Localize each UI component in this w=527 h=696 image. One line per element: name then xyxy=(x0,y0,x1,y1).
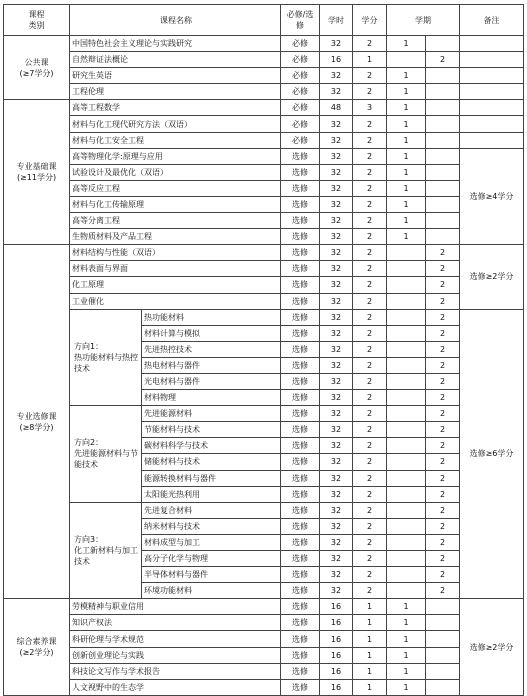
course-semester-2: 2 xyxy=(426,357,460,373)
table-row xyxy=(4,406,524,422)
course-type: 选修 xyxy=(281,148,320,164)
course-semester-1 xyxy=(387,406,426,422)
course-semester-1 xyxy=(387,422,426,438)
course-name: 先进复合材料 xyxy=(142,502,281,518)
course-type: 选修 xyxy=(281,422,320,438)
notes-cell: 选修≥2学分 xyxy=(460,599,524,696)
header-credits: 学分 xyxy=(353,5,387,36)
course-semester-1 xyxy=(387,470,426,486)
notes-cell xyxy=(460,132,524,148)
table-row xyxy=(4,245,524,261)
course-semester-2: 2 xyxy=(426,470,460,486)
course-hours: 32 xyxy=(320,213,353,229)
course-type: 选修 xyxy=(281,373,320,389)
course-credits: 2 xyxy=(353,341,387,357)
course-credits: 2 xyxy=(353,325,387,341)
header-category: 课程 类别 xyxy=(4,5,70,36)
course-type: 必修 xyxy=(281,84,320,100)
header-semester: 学期 xyxy=(387,5,460,36)
table-row xyxy=(4,164,524,180)
course-credits: 2 xyxy=(353,438,387,454)
notes-cell xyxy=(460,116,524,132)
course-name: 试验设计及最优化（双语） xyxy=(70,164,281,180)
course-hours: 32 xyxy=(320,438,353,454)
course-semester-2: 2 xyxy=(426,486,460,502)
course-semester-2 xyxy=(426,196,460,212)
notes-cell: 选修≥2学分 xyxy=(460,245,524,309)
course-name: 材料成型与加工 xyxy=(142,534,281,550)
course-semester-1: 1 xyxy=(387,180,426,196)
course-table-body xyxy=(4,5,524,696)
course-semester-2: 2 xyxy=(426,390,460,406)
course-credits: 2 xyxy=(353,470,387,486)
course-name: 储能材料与技术 xyxy=(142,454,281,470)
course-semester-1 xyxy=(387,438,426,454)
course-type: 必修 xyxy=(281,36,320,52)
course-name: 工业催化 xyxy=(70,293,281,309)
course-credits: 2 xyxy=(353,551,387,567)
table-row xyxy=(4,148,524,164)
table-row xyxy=(4,36,524,52)
course-semester-2: 2 xyxy=(426,325,460,341)
course-semester-1: 1 xyxy=(387,68,426,84)
course-semester-1 xyxy=(387,245,426,261)
course-hours: 32 xyxy=(320,583,353,599)
course-semester-1 xyxy=(387,357,426,373)
course-semester-2: 2 xyxy=(426,373,460,389)
course-name: 纳米材料与技术 xyxy=(142,518,281,534)
course-semester-1 xyxy=(387,277,426,293)
table-row xyxy=(4,663,524,679)
direction-label: 方向1： 热功能材料与热控技术 xyxy=(70,309,142,406)
course-hours: 32 xyxy=(320,164,353,180)
course-hours: 16 xyxy=(320,647,353,663)
table-row xyxy=(4,229,524,245)
course-name: 高等反应工程 xyxy=(70,180,281,196)
course-semester-2 xyxy=(426,180,460,196)
course-hours: 32 xyxy=(320,132,353,148)
course-credits: 3 xyxy=(353,100,387,116)
course-name: 材料结构与性能（双语） xyxy=(70,245,281,261)
course-type: 选修 xyxy=(281,390,320,406)
course-type: 选修 xyxy=(281,486,320,502)
course-type: 必修 xyxy=(281,132,320,148)
course-semester-1 xyxy=(387,486,426,502)
course-credits: 1 xyxy=(353,52,387,68)
course-semester-2 xyxy=(426,68,460,84)
course-hours: 32 xyxy=(320,309,353,325)
category-cell: 专业选修课 (≥8学分) xyxy=(4,245,70,599)
course-credits: 2 xyxy=(353,261,387,277)
course-name: 科技论文写作与学术报告 xyxy=(70,663,281,679)
course-type: 选修 xyxy=(281,631,320,647)
course-name: 碳材料科学与技术 xyxy=(142,438,281,454)
course-type: 选修 xyxy=(281,229,320,245)
course-credits: 2 xyxy=(353,245,387,261)
course-semester-2: 2 xyxy=(426,551,460,567)
course-semester-2: 2 xyxy=(426,245,460,261)
course-name: 材料计算与模拟 xyxy=(142,325,281,341)
course-semester-2 xyxy=(426,84,460,100)
table-row xyxy=(4,631,524,647)
category-cell: 公共课 (≥7学分) xyxy=(4,36,70,100)
course-type: 选修 xyxy=(281,534,320,550)
course-type: 选修 xyxy=(281,647,320,663)
course-hours: 32 xyxy=(320,357,353,373)
header-notes: 备注 xyxy=(460,5,524,36)
course-semester-1 xyxy=(387,567,426,583)
course-type: 选修 xyxy=(281,325,320,341)
course-credits: 2 xyxy=(353,357,387,373)
table-row xyxy=(4,116,524,132)
course-semester-1 xyxy=(387,534,426,550)
course-semester-1: 1 xyxy=(387,615,426,631)
course-hours: 16 xyxy=(320,52,353,68)
course-semester-1 xyxy=(387,390,426,406)
table-row xyxy=(4,647,524,663)
course-hours: 48 xyxy=(320,100,353,116)
course-hours: 32 xyxy=(320,406,353,422)
course-semester-2 xyxy=(426,164,460,180)
notes-cell xyxy=(460,52,524,68)
course-semester-1 xyxy=(387,518,426,534)
course-credits: 2 xyxy=(353,164,387,180)
course-name: 节能材料与技术 xyxy=(142,422,281,438)
course-hours: 32 xyxy=(320,567,353,583)
course-name: 知识产权法 xyxy=(70,615,281,631)
course-credits: 2 xyxy=(353,502,387,518)
course-name: 科研伦理与学术规范 xyxy=(70,631,281,647)
course-type: 必修 xyxy=(281,52,320,68)
course-type: 选修 xyxy=(281,406,320,422)
course-semester-1 xyxy=(387,454,426,470)
course-type: 选修 xyxy=(281,438,320,454)
course-credits: 2 xyxy=(353,148,387,164)
course-name: 高分子化学与物理 xyxy=(142,551,281,567)
course-name: 高等工程数学 xyxy=(70,100,281,116)
course-credits: 2 xyxy=(353,213,387,229)
course-semester-2: 2 xyxy=(426,502,460,518)
course-type: 选修 xyxy=(281,293,320,309)
course-name: 工程伦理 xyxy=(70,84,281,100)
course-type: 必修 xyxy=(281,116,320,132)
course-hours: 32 xyxy=(320,36,353,52)
course-credits: 1 xyxy=(353,631,387,647)
course-type: 选修 xyxy=(281,180,320,196)
course-type: 选修 xyxy=(281,357,320,373)
course-credits: 2 xyxy=(353,196,387,212)
course-name: 太阳能光热利用 xyxy=(142,486,281,502)
course-hours: 16 xyxy=(320,631,353,647)
category-cell: 综合素养课 (≥2学分) xyxy=(4,599,70,696)
course-hours: 16 xyxy=(320,663,353,679)
course-type: 选修 xyxy=(281,245,320,261)
course-semester-1: 1 xyxy=(387,132,426,148)
course-semester-1: 1 xyxy=(387,36,426,52)
course-semester-1: 1 xyxy=(387,663,426,679)
course-hours: 16 xyxy=(320,599,353,615)
course-semester-2 xyxy=(426,132,460,148)
course-semester-2: 2 xyxy=(426,583,460,599)
course-hours: 32 xyxy=(320,325,353,341)
course-semester-1 xyxy=(387,341,426,357)
course-semester-2 xyxy=(426,631,460,647)
course-type: 选修 xyxy=(281,502,320,518)
course-semester-1: 1 xyxy=(387,631,426,647)
course-credits: 2 xyxy=(353,583,387,599)
course-name: 材料表面与界面 xyxy=(70,261,281,277)
course-semester-2 xyxy=(426,647,460,663)
course-semester-2: 2 xyxy=(426,567,460,583)
course-name: 热功能材料 xyxy=(142,309,281,325)
course-semester-2: 2 xyxy=(426,438,460,454)
table-row xyxy=(4,615,524,631)
table-row xyxy=(4,100,524,116)
course-name: 光电材料与器件 xyxy=(142,373,281,389)
course-credits: 2 xyxy=(353,309,387,325)
course-semester-1: 1 xyxy=(387,647,426,663)
course-credits: 2 xyxy=(353,567,387,583)
course-hours: 32 xyxy=(320,373,353,389)
course-hours: 32 xyxy=(320,390,353,406)
course-semester-1 xyxy=(387,583,426,599)
course-semester-1 xyxy=(387,551,426,567)
table-row xyxy=(4,68,524,84)
course-name: 自然辩证法概论 xyxy=(70,52,281,68)
course-semester-1 xyxy=(387,309,426,325)
course-semester-2: 2 xyxy=(426,261,460,277)
table-row xyxy=(4,261,524,277)
course-hours: 32 xyxy=(320,68,353,84)
course-hours: 32 xyxy=(320,180,353,196)
course-semester-2: 2 xyxy=(426,293,460,309)
course-type: 选修 xyxy=(281,615,320,631)
course-semester-2: 2 xyxy=(426,277,460,293)
course-semester-2 xyxy=(426,213,460,229)
course-type: 选修 xyxy=(281,583,320,599)
course-credits: 2 xyxy=(353,534,387,550)
course-semester-2 xyxy=(426,229,460,245)
course-credits: 2 xyxy=(353,486,387,502)
course-credits: 2 xyxy=(353,454,387,470)
course-name: 人文视野中的生态学 xyxy=(70,679,281,695)
header-required-elective: 必修/选修 xyxy=(281,5,320,36)
course-type: 选修 xyxy=(281,470,320,486)
course-credits: 2 xyxy=(353,293,387,309)
course-semester-2: 2 xyxy=(426,454,460,470)
course-credits: 1 xyxy=(353,647,387,663)
course-credits: 2 xyxy=(353,406,387,422)
category-cell: 专业基础课 (≥11学分) xyxy=(4,100,70,245)
course-hours: 32 xyxy=(320,422,353,438)
course-semester-1: 1 xyxy=(387,148,426,164)
course-semester-1 xyxy=(387,373,426,389)
notes-cell xyxy=(460,36,524,52)
course-table xyxy=(3,4,524,696)
table-row xyxy=(4,180,524,196)
table-row xyxy=(4,52,524,68)
notes-cell: 选修≥6学分 xyxy=(460,309,524,599)
course-semester-1: 1 xyxy=(387,599,426,615)
course-name: 环境功能材料 xyxy=(142,583,281,599)
course-semester-2: 2 xyxy=(426,309,460,325)
course-credits: 2 xyxy=(353,180,387,196)
course-hours: 32 xyxy=(320,229,353,245)
course-name: 材料与化工传输原理 xyxy=(70,196,281,212)
course-semester-2 xyxy=(426,148,460,164)
course-type: 选修 xyxy=(281,567,320,583)
course-credits: 1 xyxy=(353,679,387,695)
notes-cell xyxy=(460,68,524,84)
course-credits: 1 xyxy=(353,615,387,631)
course-semester-1 xyxy=(387,52,426,68)
course-hours: 32 xyxy=(320,551,353,567)
course-hours: 32 xyxy=(320,534,353,550)
table-row xyxy=(4,309,524,325)
course-name: 热电材料与器件 xyxy=(142,357,281,373)
course-credits: 1 xyxy=(353,599,387,615)
course-hours: 32 xyxy=(320,454,353,470)
course-semester-1: 1 xyxy=(387,229,426,245)
course-semester-2: 2 xyxy=(426,52,460,68)
course-type: 选修 xyxy=(281,341,320,357)
course-semester-2 xyxy=(426,36,460,52)
course-credits: 2 xyxy=(353,390,387,406)
course-credits: 2 xyxy=(353,84,387,100)
course-type: 选修 xyxy=(281,164,320,180)
course-name: 创新创业理论与实践 xyxy=(70,647,281,663)
course-type: 选修 xyxy=(281,518,320,534)
course-semester-1: 1 xyxy=(387,196,426,212)
course-semester-2: 2 xyxy=(426,341,460,357)
direction-label: 方向2： 先进能源材料与节能技术 xyxy=(70,406,142,503)
course-type: 选修 xyxy=(281,277,320,293)
course-semester-2: 2 xyxy=(426,534,460,550)
header-course-name: 课程名称 xyxy=(70,5,281,36)
table-row xyxy=(4,502,524,518)
course-hours: 32 xyxy=(320,196,353,212)
table-row xyxy=(4,599,524,615)
table-row xyxy=(4,84,524,100)
course-semester-1 xyxy=(387,293,426,309)
course-hours: 32 xyxy=(320,116,353,132)
course-name: 生物质材料及产品工程 xyxy=(70,229,281,245)
course-hours: 32 xyxy=(320,502,353,518)
course-name: 半导体材料与器件 xyxy=(142,567,281,583)
course-name: 劳模精神与职业信用 xyxy=(70,599,281,615)
course-hours: 16 xyxy=(320,615,353,631)
course-type: 必修 xyxy=(281,68,320,84)
course-name: 研究生英语 xyxy=(70,68,281,84)
course-name: 材料与化工现代研究方法（双语） xyxy=(70,116,281,132)
course-name: 先进热控技术 xyxy=(142,341,281,357)
notes-cell xyxy=(460,100,524,116)
direction-label: 方向3： 化工新材料与加工技术 xyxy=(70,502,142,599)
course-type: 选修 xyxy=(281,196,320,212)
header-hours: 学时 xyxy=(320,5,353,36)
course-semester-1: 1 xyxy=(387,100,426,116)
course-semester-1: 1 xyxy=(387,164,426,180)
course-credits: 2 xyxy=(353,132,387,148)
course-semester-1 xyxy=(387,502,426,518)
course-semester-2: 2 xyxy=(426,406,460,422)
course-semester-2 xyxy=(426,663,460,679)
course-hours: 16 xyxy=(320,679,353,695)
course-name: 材料与化工安全工程 xyxy=(70,132,281,148)
course-semester-2 xyxy=(426,100,460,116)
course-semester-1 xyxy=(387,261,426,277)
course-hours: 32 xyxy=(320,84,353,100)
table-row xyxy=(4,196,524,212)
course-type: 选修 xyxy=(281,454,320,470)
table-row xyxy=(4,132,524,148)
course-hours: 32 xyxy=(320,470,353,486)
course-hours: 32 xyxy=(320,341,353,357)
course-semester-2 xyxy=(426,116,460,132)
course-type: 选修 xyxy=(281,213,320,229)
course-semester-2: 2 xyxy=(426,518,460,534)
notes-cell xyxy=(460,84,524,100)
course-credits: 2 xyxy=(353,229,387,245)
course-hours: 32 xyxy=(320,261,353,277)
course-credits: 2 xyxy=(353,373,387,389)
course-semester-1: 1 xyxy=(387,213,426,229)
course-name: 能源转换材料与器件 xyxy=(142,470,281,486)
course-hours: 32 xyxy=(320,277,353,293)
course-credits: 2 xyxy=(353,277,387,293)
course-semester-1 xyxy=(387,325,426,341)
course-hours: 32 xyxy=(320,293,353,309)
course-hours: 32 xyxy=(320,518,353,534)
course-semester-2 xyxy=(426,615,460,631)
course-hours: 32 xyxy=(320,148,353,164)
header-row xyxy=(4,5,524,36)
course-credits: 1 xyxy=(353,663,387,679)
course-hours: 32 xyxy=(320,245,353,261)
course-hours: 32 xyxy=(320,486,353,502)
course-type: 选修 xyxy=(281,261,320,277)
table-row xyxy=(4,277,524,293)
course-type: 选修 xyxy=(281,551,320,567)
course-semester-1: 1 xyxy=(387,679,426,695)
course-semester-2: 2 xyxy=(426,422,460,438)
notes-cell: 选修≥4学分 xyxy=(460,148,524,245)
course-name: 化工原理 xyxy=(70,277,281,293)
course-semester-1: 1 xyxy=(387,84,426,100)
table-row xyxy=(4,293,524,309)
course-credits: 2 xyxy=(353,518,387,534)
course-type: 必修 xyxy=(281,100,320,116)
course-name: 中国特色社会主义理论与实践研究 xyxy=(70,36,281,52)
course-credits: 2 xyxy=(353,68,387,84)
course-semester-2 xyxy=(426,599,460,615)
course-name: 高等物理化学:原理与应用 xyxy=(70,148,281,164)
course-name: 材料物理 xyxy=(142,390,281,406)
course-type: 选修 xyxy=(281,663,320,679)
course-credits: 2 xyxy=(353,36,387,52)
course-credits: 2 xyxy=(353,422,387,438)
course-type: 选修 xyxy=(281,309,320,325)
course-name: 高等分离工程 xyxy=(70,213,281,229)
course-name: 先进能源材料 xyxy=(142,406,281,422)
table-row xyxy=(4,213,524,229)
course-semester-1: 1 xyxy=(387,116,426,132)
course-type: 选修 xyxy=(281,679,320,695)
course-type: 选修 xyxy=(281,599,320,615)
course-credits: 2 xyxy=(353,116,387,132)
